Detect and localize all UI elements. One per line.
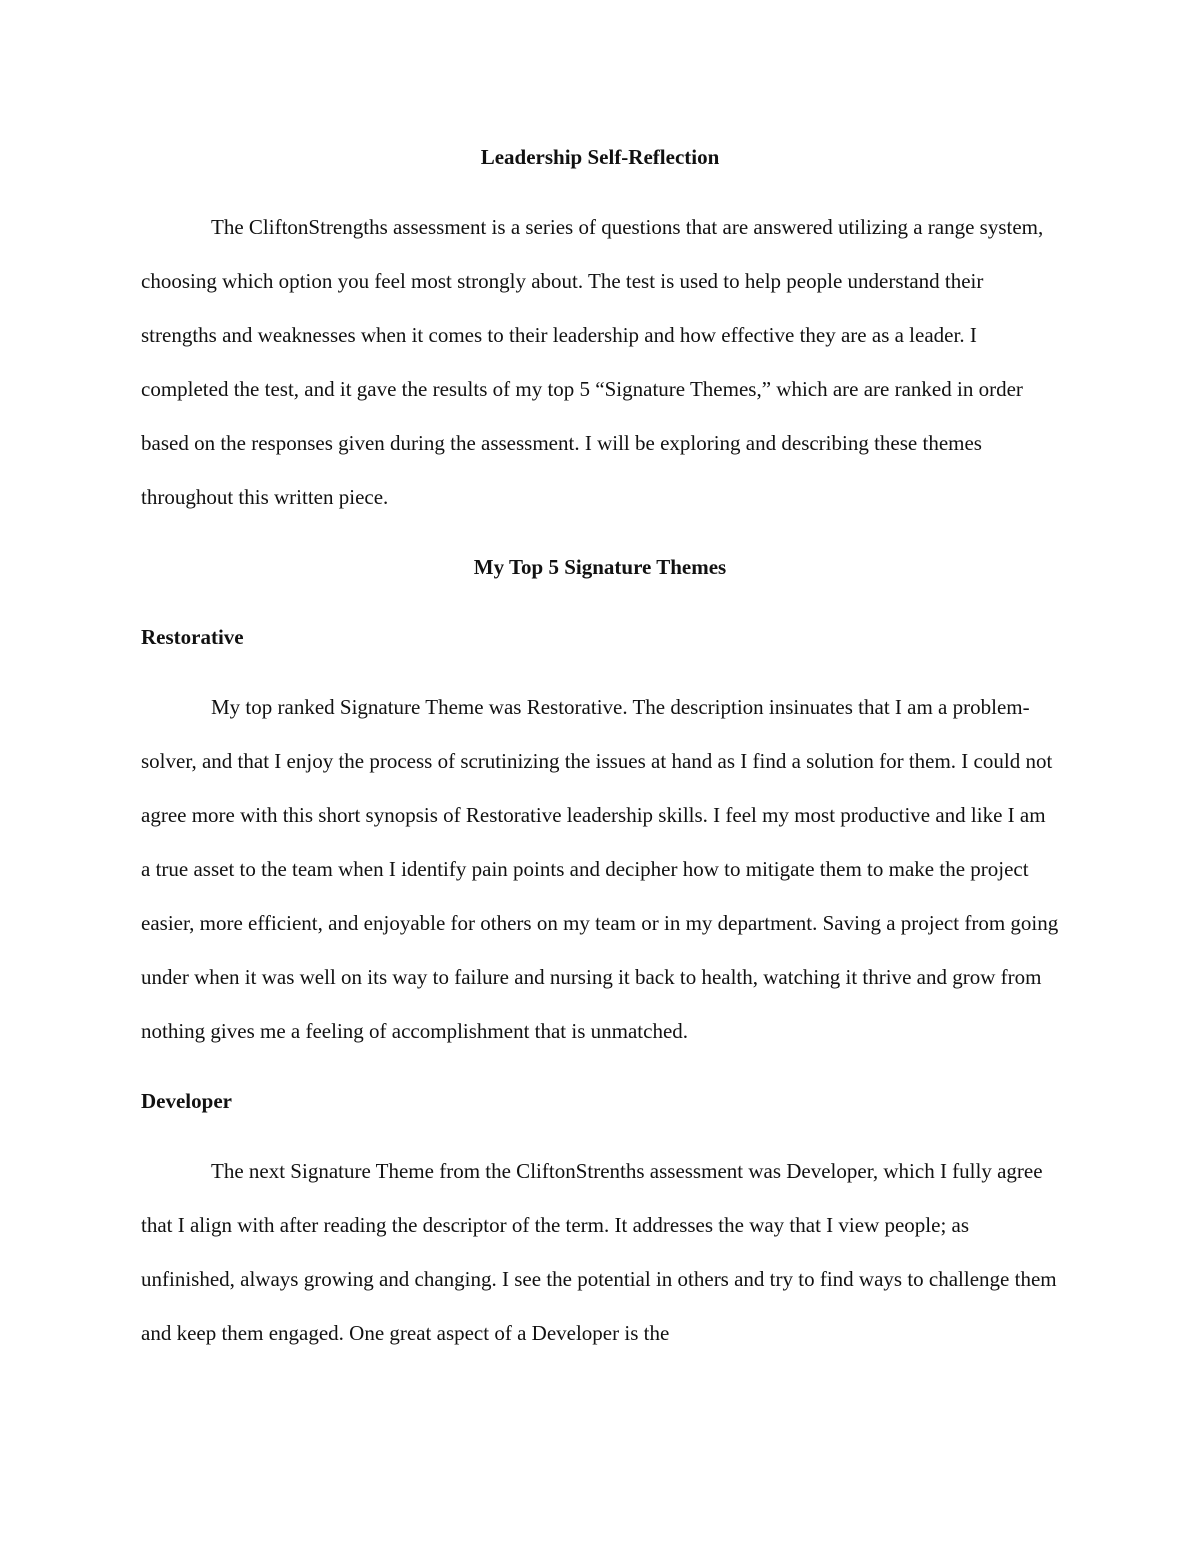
- theme-paragraph-restorative: My top ranked Signature Theme was Restorative. The description insinuates that I am a problem-solver, and that I enjoy the process of scrutinizing the issues at hand as I find a solution for them. I could not agree more with this short synopsis of Restorative leadership skills. I feel my most productive and like I am a true asset to the team when I identify pain points and decipher how to mitigate them to make the project easier, more efficient, and enjoyable for others on my team or in my department. Saving a project from going under when it was well on its way to failure and nursing it back to health, watching it thrive and grow from nothing gives me a feeling of accomplishment that is unmatched.: [141, 695, 1059, 1043]
- theme-paragraph-developer: The next Signature Theme from the CliftonStrenths assessment was Developer, which I fully agree that I align with after reading the descriptor of the term. It addresses the way that I view people; as unfinished, always growing and changing. I see the potential in others and try to find ways to challenge them and keep them engaged. One great aspect of a Developer is the: [141, 1159, 1057, 1345]
- section-heading-signature-themes: My Top 5 Signature Themes: [473, 555, 727, 579]
- theme-heading-developer: Developer: [141, 1089, 232, 1113]
- theme-heading-restorative: Restorative: [141, 625, 244, 649]
- document-body: [141, 130, 1059, 1360]
- intro-paragraph: The CliftonStrengths assessment is a series of questions that are answered utilizing a range system, choosing which option you feel most strongly about. The test is used to help people understand their strengths and weaknesses when it comes to their leadership and how effective they are as a leader. I completed the test, and it gave the results of my top 5 “Signature Themes,” which are are ranked in order based on the responses given during the assessment. I will be exploring and describing these themes throughout this written piece.: [141, 215, 1044, 509]
- document-title: Leadership Self-Reflection: [480, 145, 720, 169]
